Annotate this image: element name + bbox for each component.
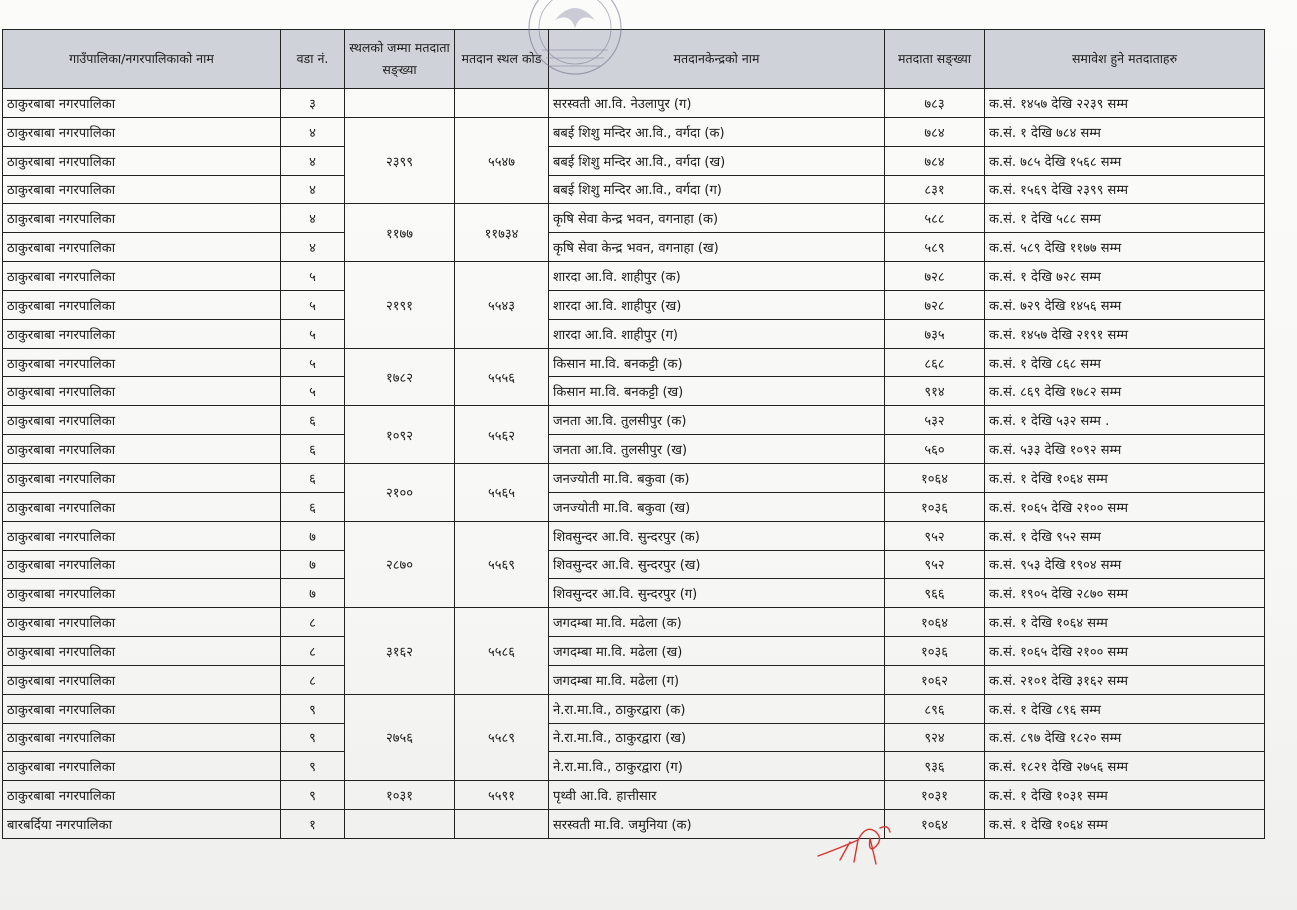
site-total-cell: [345, 810, 455, 839]
voter-range-cell: क.सं. ५३३ देखि १०९२ सम्म: [985, 435, 1265, 464]
site-total-cell: १७८२: [345, 348, 455, 406]
center-code-cell: ५५४३: [455, 262, 549, 349]
center-name-cell: सरस्वती मा.वि. जमुनिया (क): [549, 810, 885, 839]
municipality-cell: ठाकुरबाबा नगरपालिका: [3, 348, 281, 377]
voter-count-cell: ९१४: [885, 377, 985, 406]
municipality-cell: ठाकुरबाबा नगरपालिका: [3, 377, 281, 406]
voter-range-cell: क.सं. ९५३ देखि १९०४ सम्म: [985, 550, 1265, 579]
ward-cell: ६: [281, 406, 345, 435]
ward-cell: ७: [281, 521, 345, 550]
voter-count-cell: ९२४: [885, 723, 985, 752]
table-row: [3, 348, 1265, 377]
table-row: [3, 579, 1265, 608]
table-row: [3, 290, 1265, 319]
municipality-cell: ठाकुरबाबा नगरपालिका: [3, 146, 281, 175]
site-total-cell: १०९२: [345, 406, 455, 464]
ward-cell: ७: [281, 550, 345, 579]
voter-range-cell: क.सं. १ देखि ५३२ सम्म .: [985, 406, 1265, 435]
ward-cell: ९: [281, 752, 345, 781]
voter-range-cell: क.सं. १ देखि १०३१ सम्म: [985, 781, 1265, 810]
voter-count-cell: ५३२: [885, 406, 985, 435]
header-row: [3, 30, 1265, 89]
voter-count-cell: ५८९: [885, 233, 985, 262]
site-total-cell: ३१६२: [345, 608, 455, 695]
voter-count-cell: ९५२: [885, 521, 985, 550]
municipality-cell: ठाकुरबाबा नगरपालिका: [3, 262, 281, 291]
center-name-cell: जनज्योती मा.वि. बकुवा (क): [549, 463, 885, 492]
voter-range-cell: क.सं. १ देखि ७८४ सम्म: [985, 117, 1265, 146]
voter-range-cell: क.सं. १ देखि १०६४ सम्म: [985, 463, 1265, 492]
voter-range-cell: क.सं. १ देखि ७२८ सम्म: [985, 262, 1265, 291]
voter-count-cell: ८६८: [885, 348, 985, 377]
municipality-cell: ठाकुरबाबा नगरपालिका: [3, 406, 281, 435]
voter-range-cell: क.सं. १ देखि ९५२ सम्म: [985, 521, 1265, 550]
voter-range-cell: क.सं. २१०१ देखि ३१६२ सम्म: [985, 665, 1265, 694]
municipality-cell: ठाकुरबाबा नगरपालिका: [3, 637, 281, 666]
center-name-cell: बबई शिशु मन्दिर आ.वि., वर्गदा (ग): [549, 175, 885, 204]
table-row: [3, 89, 1265, 118]
polling-center-table: [2, 29, 1265, 839]
ward-cell: ८: [281, 608, 345, 637]
header-site-total: स्थलको जम्मा मतदाता सङ्ख्या: [345, 30, 455, 89]
site-total-cell: १०३१: [345, 781, 455, 810]
municipality-cell: बारबर्दिया नगरपालिका: [3, 810, 281, 839]
municipality-cell: ठाकुरबाबा नगरपालिका: [3, 290, 281, 319]
center-name-cell: बबई शिशु मन्दिर आ.वि., वर्गदा (ख): [549, 146, 885, 175]
voter-range-cell: क.सं. ५८९ देखि ११७७ सम्म: [985, 233, 1265, 262]
center-name-cell: शारदा आ.वि. शाहीपुर (ग): [549, 319, 885, 348]
center-code-cell: ५५५६: [455, 348, 549, 406]
voter-count-cell: ७२८: [885, 262, 985, 291]
center-code-cell: ५५६९: [455, 521, 549, 608]
voter-range-cell: क.सं. १ देखि ८९६ सम्म: [985, 694, 1265, 723]
voter-range-cell: क.सं. ८६९ देखि १७८२ सम्म: [985, 377, 1265, 406]
table-row: [3, 435, 1265, 464]
center-code-cell: ५५४७: [455, 117, 549, 204]
municipality-cell: ठाकुरबाबा नगरपालिका: [3, 435, 281, 464]
voter-count-cell: ९६६: [885, 579, 985, 608]
ward-cell: ४: [281, 175, 345, 204]
table-row: [3, 463, 1265, 492]
voter-range-cell: क.सं. १४५७ देखि २२३९ सम्म: [985, 89, 1265, 118]
center-name-cell: जगदम्बा मा.वि. मढेला (क): [549, 608, 885, 637]
municipality-cell: ठाकुरबाबा नगरपालिका: [3, 233, 281, 262]
ward-cell: ८: [281, 637, 345, 666]
municipality-cell: ठाकुरबाबा नगरपालिका: [3, 694, 281, 723]
voter-range-cell: क.सं. १९०५ देखि २८७० सम्म: [985, 579, 1265, 608]
center-code-cell: [455, 89, 549, 118]
center-name-cell: सरस्वती आ.वि. नेउलापुर (ग): [549, 89, 885, 118]
ward-cell: ३: [281, 89, 345, 118]
center-name-cell: ने.रा.मा.वि., ठाकुरद्वारा (क): [549, 694, 885, 723]
municipality-cell: ठाकुरबाबा नगरपालिका: [3, 175, 281, 204]
municipality-cell: ठाकुरबाबा नगरपालिका: [3, 117, 281, 146]
voter-range-cell: क.सं. १४५७ देखि २१९१ सम्म: [985, 319, 1265, 348]
voter-range-cell: क.सं. १ देखि ८६८ सम्म: [985, 348, 1265, 377]
municipality-cell: ठाकुरबाबा नगरपालिका: [3, 781, 281, 810]
center-name-cell: ने.रा.मा.वि., ठाकुरद्वारा (ग): [549, 752, 885, 781]
site-total-cell: २७५६: [345, 694, 455, 781]
ward-cell: ४: [281, 204, 345, 233]
municipality-cell: ठाकुरबाबा नगरपालिका: [3, 319, 281, 348]
table-row: [3, 262, 1265, 291]
table-row: [3, 492, 1265, 521]
center-name-cell: ने.रा.मा.वि., ठाकुरद्वारा (ख): [549, 723, 885, 752]
ward-cell: ४: [281, 146, 345, 175]
voter-range-cell: क.सं. ७८५ देखि १५६८ सम्म: [985, 146, 1265, 175]
table-body: [3, 89, 1265, 839]
center-name-cell: किसान मा.वि. बनकट्टी (ख): [549, 377, 885, 406]
site-total-cell: २१००: [345, 463, 455, 521]
ward-cell: ७: [281, 579, 345, 608]
municipality-cell: ठाकुरबाबा नगरपालिका: [3, 608, 281, 637]
table-row: [3, 377, 1265, 406]
table-row: [3, 319, 1265, 348]
voter-count-cell: ५६०: [885, 435, 985, 464]
center-name-cell: शारदा आ.वि. शाहीपुर (क): [549, 262, 885, 291]
table-row: [3, 175, 1265, 204]
table-row: [3, 204, 1265, 233]
voter-range-cell: क.सं. १०६५ देखि २१०० सम्म: [985, 637, 1265, 666]
ward-cell: ८: [281, 665, 345, 694]
center-name-cell: जनता आ.वि. तुलसीपुर (क): [549, 406, 885, 435]
table-row: [3, 723, 1265, 752]
ward-cell: ५: [281, 290, 345, 319]
voter-count-cell: १०६४: [885, 810, 985, 839]
table-row: [3, 406, 1265, 435]
municipality-cell: ठाकुरबाबा नगरपालिका: [3, 665, 281, 694]
center-name-cell: शिवसुन्दर आ.वि. सुन्दरपुर (ख): [549, 550, 885, 579]
municipality-cell: ठाकुरबाबा नगरपालिका: [3, 723, 281, 752]
voter-range-cell: क.सं. १ देखि १०६४ सम्म: [985, 608, 1265, 637]
center-name-cell: जनता आ.वि. तुलसीपुर (ख): [549, 435, 885, 464]
table-row: [3, 752, 1265, 781]
ward-cell: ५: [281, 377, 345, 406]
table-row: [3, 233, 1265, 262]
center-name-cell: पृथ्वी आ.वि. हात्तीसार: [549, 781, 885, 810]
center-code-cell: ५५६२: [455, 406, 549, 464]
ward-cell: ९: [281, 781, 345, 810]
voter-count-cell: ५८८: [885, 204, 985, 233]
ward-cell: ५: [281, 262, 345, 291]
center-name-cell: कृषि सेवा केन्द्र भवन, वगनाहा (ख): [549, 233, 885, 262]
voter-count-cell: १०३६: [885, 492, 985, 521]
table-row: [3, 781, 1265, 810]
voter-range-cell: क.सं. १८२१ देखि २७५६ सम्म: [985, 752, 1265, 781]
table-row: [3, 810, 1265, 839]
center-name-cell: शारदा आ.वि. शाहीपुर (ख): [549, 290, 885, 319]
voter-count-cell: १०६२: [885, 665, 985, 694]
voter-count-cell: ८९६: [885, 694, 985, 723]
site-total-cell: २१९१: [345, 262, 455, 349]
header-voter-count: मतदाता सङ्ख्या: [885, 30, 985, 89]
municipality-cell: ठाकुरबाबा नगरपालिका: [3, 550, 281, 579]
ward-cell: ९: [281, 723, 345, 752]
voter-count-cell: १०३६: [885, 637, 985, 666]
site-total-cell: २३९९: [345, 117, 455, 204]
voter-range-cell: क.सं. १०६५ देखि २१०० सम्म: [985, 492, 1265, 521]
voter-count-cell: १०६४: [885, 463, 985, 492]
voter-count-cell: १०६४: [885, 608, 985, 637]
center-code-cell: ५५६५: [455, 463, 549, 521]
voter-range-cell: क.सं. १ देखि ५८८ सम्म: [985, 204, 1265, 233]
voter-count-cell: ७८४: [885, 146, 985, 175]
center-name-cell: बबई शिशु मन्दिर आ.वि., वर्गदा (क): [549, 117, 885, 146]
center-name-cell: किसान मा.वि. बनकट्टी (क): [549, 348, 885, 377]
center-code-cell: [455, 810, 549, 839]
ward-cell: ९: [281, 694, 345, 723]
ward-cell: ६: [281, 463, 345, 492]
voter-range-cell: क.सं. ७२९ देखि १४५६ सम्म: [985, 290, 1265, 319]
municipality-cell: ठाकुरबाबा नगरपालिका: [3, 752, 281, 781]
center-code-cell: ५५८९: [455, 694, 549, 781]
municipality-cell: ठाकुरबाबा नगरपालिका: [3, 89, 281, 118]
voter-range-cell: क.सं. १ देखि १०६४ सम्म: [985, 810, 1265, 839]
voter-count-cell: ८३१: [885, 175, 985, 204]
voter-count-cell: ९३६: [885, 752, 985, 781]
site-total-cell: [345, 89, 455, 118]
center-name-cell: कृषि सेवा केन्द्र भवन, वगनाहा (क): [549, 204, 885, 233]
table-row: [3, 665, 1265, 694]
site-total-cell: ११७७: [345, 204, 455, 262]
municipality-cell: ठाकुरबाबा नगरपालिका: [3, 579, 281, 608]
center-code-cell: ५५९१: [455, 781, 549, 810]
municipality-cell: ठाकुरबाबा नगरपालिका: [3, 204, 281, 233]
municipality-cell: ठाकुरबाबा नगरपालिका: [3, 521, 281, 550]
center-name-cell: जनज्योती मा.वि. बकुवा (ख): [549, 492, 885, 521]
header-ward: वडा नं.: [281, 30, 345, 89]
table-row: [3, 117, 1265, 146]
voter-range-cell: क.सं. १५६९ देखि २३९९ सम्म: [985, 175, 1265, 204]
table-row: [3, 521, 1265, 550]
header-voter-range: समावेश हुने मतदाताहरु: [985, 30, 1265, 89]
voter-count-cell: ७२८: [885, 290, 985, 319]
voter-count-cell: ७८३: [885, 89, 985, 118]
voter-count-cell: ७८४: [885, 117, 985, 146]
site-total-cell: २८७०: [345, 521, 455, 608]
ward-cell: ५: [281, 319, 345, 348]
center-name-cell: शिवसुन्दर आ.वि. सुन्दरपुर (क): [549, 521, 885, 550]
header-center-code: मतदान स्थल कोड: [455, 30, 549, 89]
center-name-cell: जगदम्बा मा.वि. मढेला (ग): [549, 665, 885, 694]
center-name-cell: जगदम्बा मा.वि. मढेला (ख): [549, 637, 885, 666]
table-row: [3, 146, 1265, 175]
ward-cell: १: [281, 810, 345, 839]
municipality-cell: ठाकुरबाबा नगरपालिका: [3, 463, 281, 492]
table-row: [3, 608, 1265, 637]
ward-cell: ४: [281, 117, 345, 146]
center-name-cell: शिवसुन्दर आ.वि. सुन्दरपुर (ग): [549, 579, 885, 608]
center-code-cell: ५५८६: [455, 608, 549, 695]
table-row: [3, 637, 1265, 666]
ward-cell: ६: [281, 492, 345, 521]
header-municipality: गाउँपालिका/नगरपालिकाको नाम: [3, 30, 281, 89]
center-code-cell: ११७३४: [455, 204, 549, 262]
voter-count-cell: १०३१: [885, 781, 985, 810]
ward-cell: ४: [281, 233, 345, 262]
municipality-cell: ठाकुरबाबा नगरपालिका: [3, 492, 281, 521]
voter-count-cell: ९५२: [885, 550, 985, 579]
voter-count-cell: ७३५: [885, 319, 985, 348]
ward-cell: ५: [281, 348, 345, 377]
table-row: [3, 694, 1265, 723]
ward-cell: ६: [281, 435, 345, 464]
header-center-name: मतदानकेन्द्रको नाम: [549, 30, 885, 89]
voter-range-cell: क.सं. ८९७ देखि १८२० सम्म: [985, 723, 1265, 752]
table-row: [3, 550, 1265, 579]
